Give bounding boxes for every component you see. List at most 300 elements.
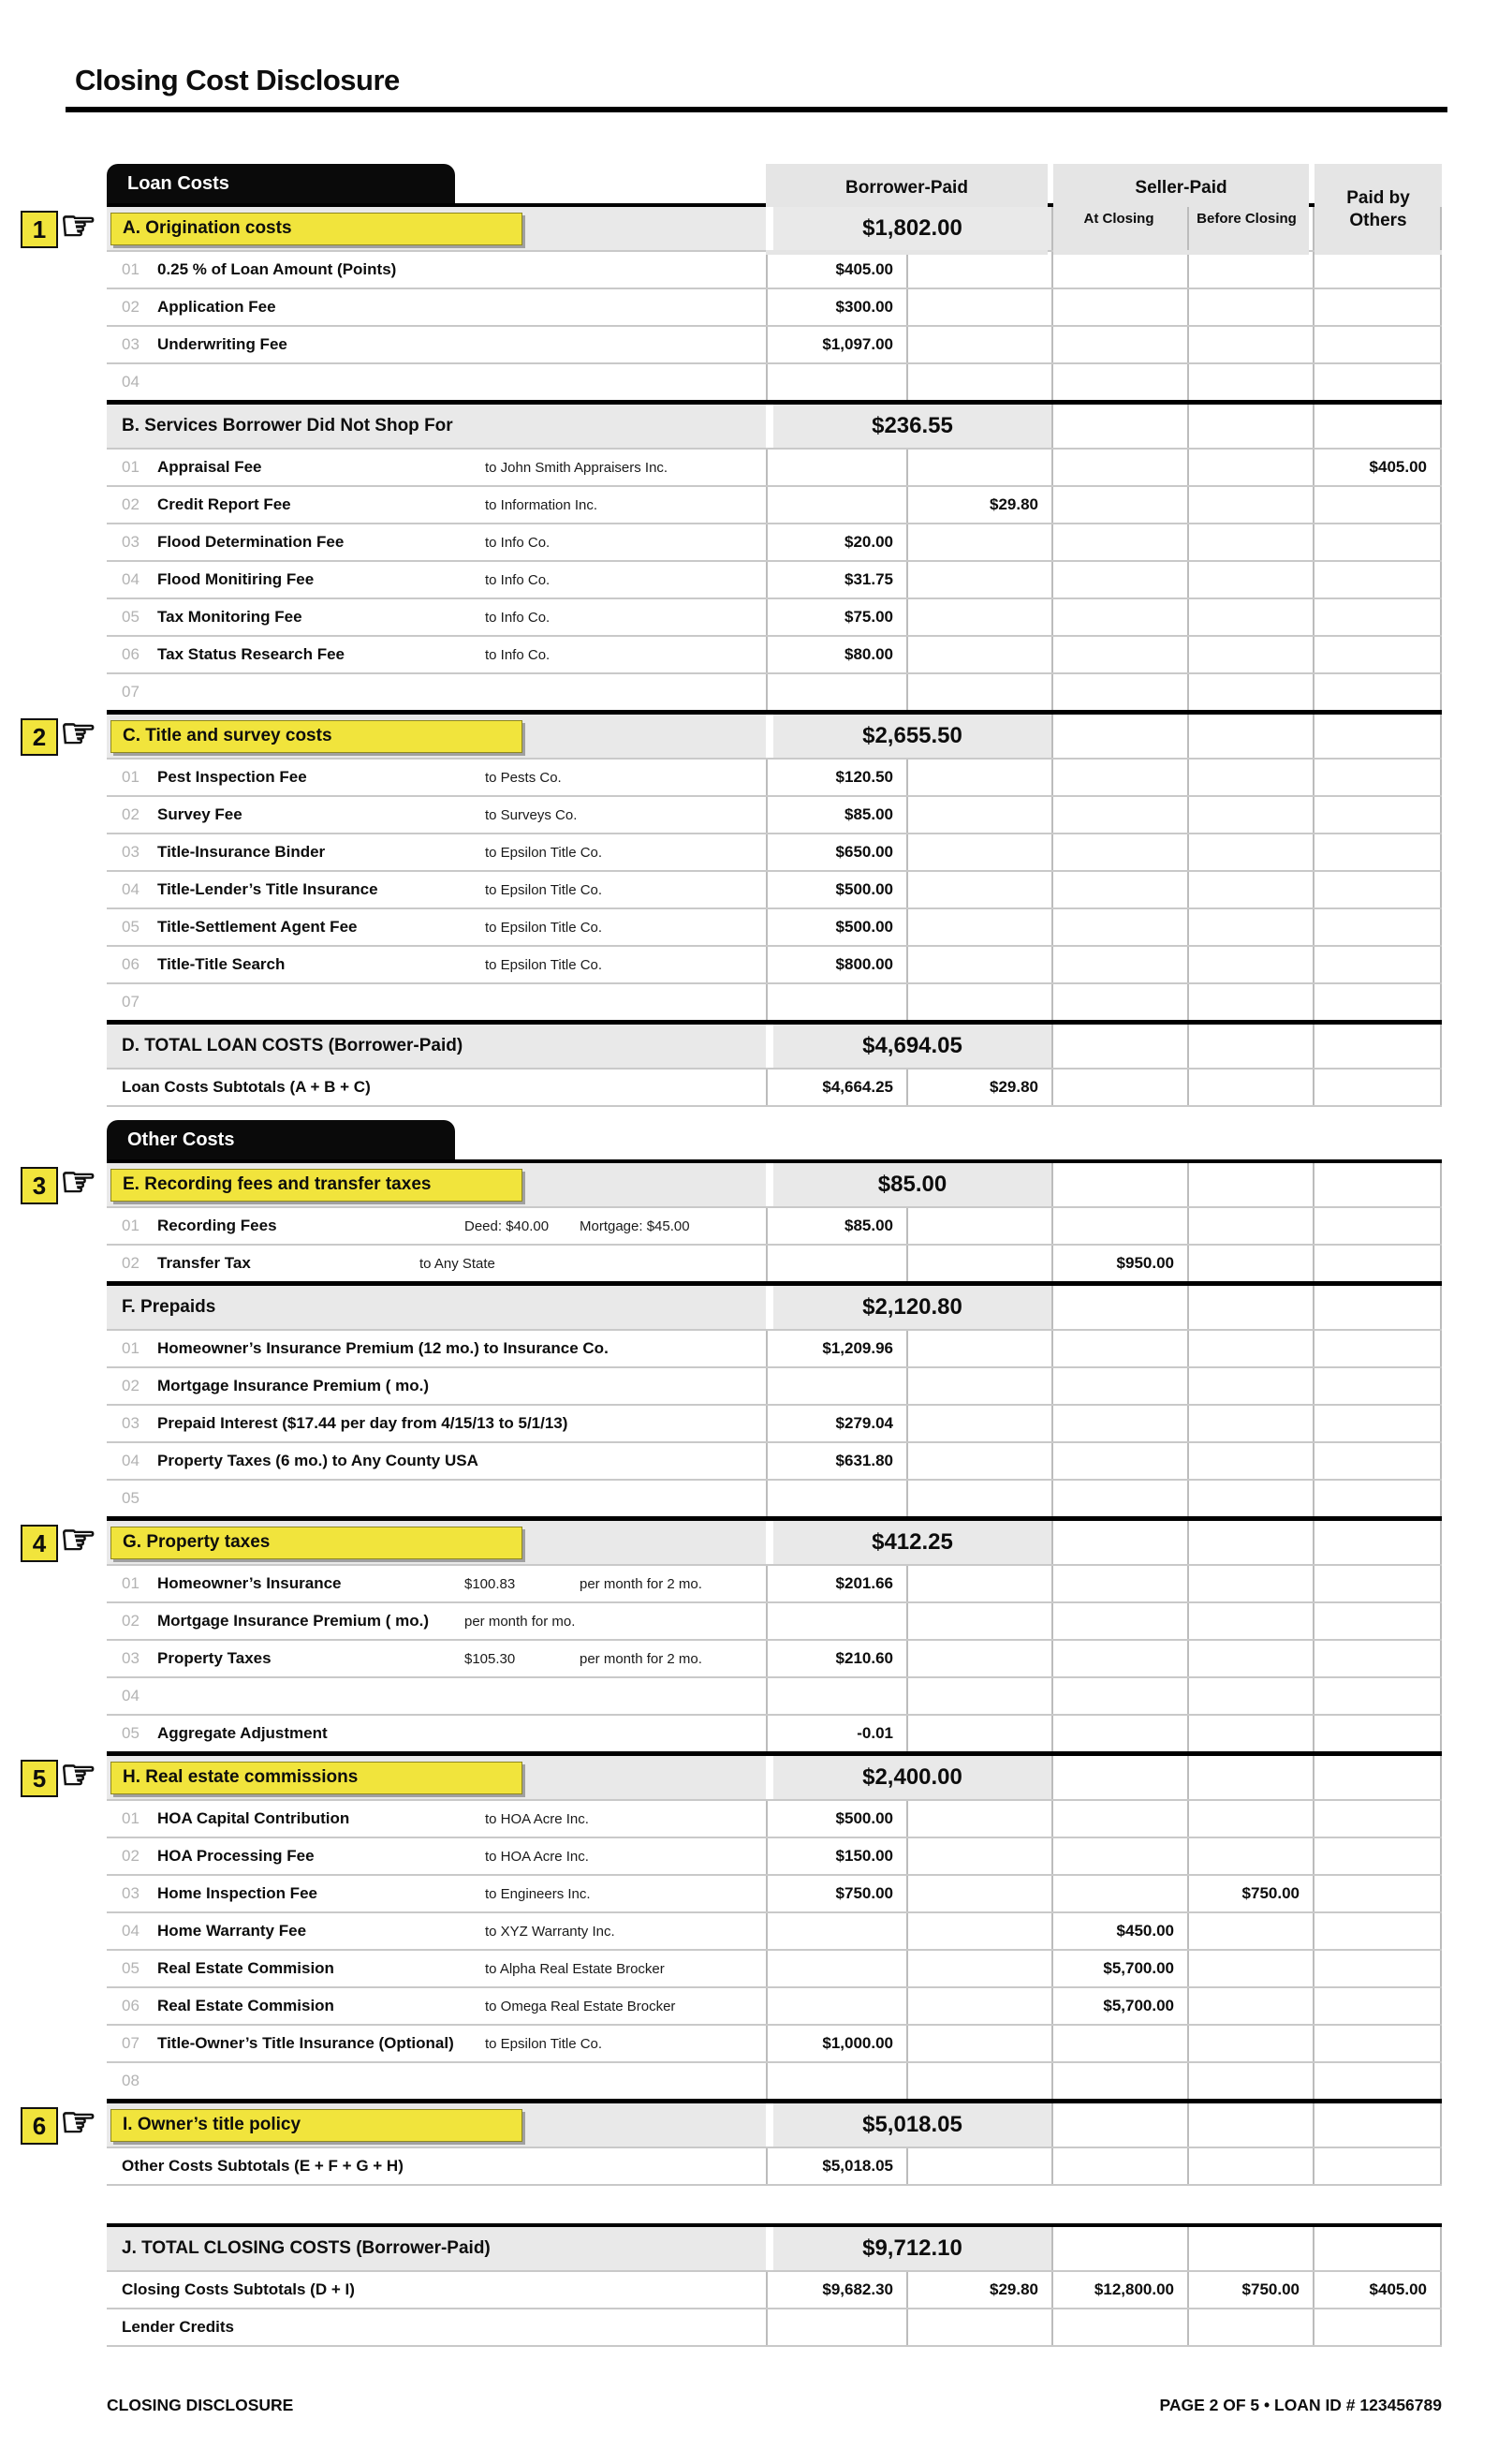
section-label-cell	[107, 1286, 766, 1329]
borrower-at-closing-amount	[766, 1603, 906, 1639]
pointing-hand-icon: ☞	[60, 1517, 97, 1563]
pointing-hand-icon: ☞	[60, 2100, 97, 2146]
seller-at-closing-cell	[1051, 1756, 1187, 1799]
highlight-box	[110, 213, 522, 245]
fee-row-B-05	[107, 598, 1442, 635]
fee-label-cell	[107, 562, 766, 598]
fee-row-B-02	[107, 485, 1442, 523]
fee-row-B-01	[107, 448, 1442, 485]
cost-table	[32, 203, 1442, 1107]
seller-at-closing-amount: $12,800.00	[1051, 2272, 1187, 2308]
fee-label-cell	[107, 797, 766, 833]
seller-at-closing-cell	[1051, 1025, 1187, 1068]
seller-before-closing-amount: $750.00	[1187, 2272, 1313, 2308]
line-number: 08	[122, 2072, 140, 2089]
fee-row-F-02	[107, 1366, 1442, 1404]
borrower-at-closing-amount	[766, 1913, 906, 1949]
fee-name: Title-Insurance Binder	[157, 843, 326, 861]
seller-before-closing-amount	[1187, 2063, 1313, 2099]
seller-at-closing-amount	[1051, 1678, 1187, 1714]
section-label-cell	[107, 2103, 766, 2147]
section-title: B. Services Borrower Did Not Shop For	[122, 416, 453, 435]
borrower-before-closing-amount	[906, 984, 1051, 1020]
fee-name: Title-Settlement Agent Fee	[157, 918, 358, 936]
fee-label-cell	[107, 1838, 766, 1874]
paid-by-others-amount	[1313, 562, 1442, 598]
seller-before-closing-amount	[1187, 984, 1313, 1020]
fee-provider: to Surveys Co.	[485, 806, 578, 823]
fee-name: Home Warranty Fee	[157, 1922, 307, 1940]
fee-row-C-01	[107, 758, 1442, 795]
seller-at-closing-amount	[1051, 797, 1187, 833]
seller-at-closing-cell	[1051, 207, 1187, 250]
seller-at-closing-amount: $5,700.00	[1051, 1988, 1187, 2024]
fee-label-cell	[107, 1566, 766, 1601]
paid-by-others-amount	[1313, 524, 1442, 560]
seller-at-closing-amount	[1051, 1481, 1187, 1516]
seller-at-closing-amount	[1051, 1566, 1187, 1601]
seller-at-closing-amount	[1051, 1443, 1187, 1479]
highlight-box	[110, 720, 522, 753]
borrower-paid-label: Borrower-Paid	[845, 178, 968, 198]
borrower-before-closing-amount: $29.80	[906, 487, 1051, 523]
borrower-at-closing-amount: $201.66	[766, 1566, 906, 1601]
fee-row-F-05	[107, 1479, 1442, 1516]
borrower-before-closing-amount	[906, 872, 1051, 907]
borrower-at-closing-amount: $5,018.05	[766, 2148, 906, 2184]
borrower-at-closing-amount	[766, 2063, 906, 2099]
fee-label-cell	[107, 1331, 766, 1366]
fee-row-B-04	[107, 560, 1442, 598]
section-label-cell	[107, 1521, 766, 1564]
borrower-before-closing-amount	[906, 1368, 1051, 1404]
line-number: 07	[122, 993, 140, 1011]
subtotal-row	[107, 2308, 1442, 2345]
highlight-box	[110, 2109, 522, 2142]
borrower-before-closing-amount	[906, 1566, 1051, 1601]
section-title: D. TOTAL LOAN COSTS (Borrower-Paid)	[122, 1036, 463, 1055]
borrower-before-closing-amount	[906, 1208, 1051, 1244]
paid-by-others-amount	[1313, 1988, 1442, 2024]
subtotal-label-cell	[107, 2148, 766, 2184]
fee-provider: to Alpha Real Estate Brocker	[485, 1960, 665, 1977]
seller-before-closing-amount	[1187, 674, 1313, 710]
seller-before-closing-amount	[1187, 1603, 1313, 1639]
line-number: 01	[122, 458, 140, 476]
step-marker: 4	[21, 1525, 58, 1562]
page-title: Closing Cost Disclosure	[75, 64, 400, 96]
borrower-at-closing-amount: $75.00	[766, 599, 906, 635]
fee-row-F-01	[107, 1329, 1442, 1366]
fee-label-cell	[107, 450, 766, 485]
borrower-at-closing-amount	[766, 487, 906, 523]
borrower-before-closing-amount	[906, 637, 1051, 672]
seller-before-closing-amount	[1187, 797, 1313, 833]
borrower-at-closing-amount: $85.00	[766, 1208, 906, 1244]
paid-by-others-amount	[1313, 1208, 1442, 1244]
seller-before-closing-amount	[1187, 909, 1313, 945]
section-header-row-H	[32, 1751, 1442, 1799]
line-number: 01	[122, 1217, 140, 1234]
seller-before-closing-amount	[1187, 1716, 1313, 1751]
borrower-at-closing-amount	[766, 2309, 906, 2345]
fee-note-1: Deed: $40.00	[464, 1217, 550, 1234]
section-title: A. Origination costs	[123, 218, 292, 238]
fee-name: Tax Status Research Fee	[157, 645, 345, 663]
seller-before-closing-amount	[1187, 252, 1313, 288]
seller-before-closing-cell	[1187, 405, 1313, 448]
line-number: 01	[122, 1339, 140, 1357]
fee-row-G-01	[107, 1564, 1442, 1601]
line-number: 02	[122, 298, 140, 316]
borrower-before-closing-amount	[906, 562, 1051, 598]
seller-before-closing-amount	[1187, 1566, 1313, 1601]
fee-provider: to Information Inc.	[485, 496, 598, 513]
fee-name: Mortgage Insurance Premium ( mo.)	[157, 1377, 429, 1394]
step-marker: 3	[21, 1167, 58, 1204]
subtotal-row	[107, 1068, 1442, 1105]
fee-label-cell	[107, 1801, 766, 1837]
seller-before-closing-amount	[1187, 834, 1313, 870]
step-marker: 5	[21, 1760, 58, 1797]
paid-by-others-amount	[1313, 1443, 1442, 1479]
seller-at-closing-amount: $450.00	[1051, 1913, 1187, 1949]
seller-before-closing-amount	[1187, 1641, 1313, 1676]
seller-at-closing-amount	[1051, 364, 1187, 400]
paid-by-others-cell	[1313, 715, 1442, 758]
borrower-before-closing-amount	[906, 599, 1051, 635]
line-number: 05	[122, 1489, 140, 1507]
paid-by-others-amount	[1313, 834, 1442, 870]
paid-by-others-cell	[1313, 1756, 1442, 1799]
tab-other-costs: Other Costs	[107, 1120, 455, 1159]
section-total: $2,655.50	[766, 715, 1051, 758]
fee-provider: to Info Co.	[485, 609, 551, 626]
paid-by-others-amount	[1313, 2309, 1442, 2345]
fee-provider: to Engineers Inc.	[485, 1885, 591, 1902]
section-title: I. Owner’s title policy	[123, 2115, 301, 2134]
fee-name: Flood Monitiring Fee	[157, 570, 315, 588]
seller-before-closing-cell	[1187, 715, 1313, 758]
step-marker: 6	[21, 2107, 58, 2145]
fee-row-H-05	[107, 1949, 1442, 1986]
fee-provider: to Info Co.	[485, 646, 551, 663]
seller-before-closing-amount	[1187, 562, 1313, 598]
fee-row-B-06	[107, 635, 1442, 672]
section-label-cell	[107, 715, 766, 758]
seller-at-closing-amount	[1051, 947, 1187, 982]
line-number: 02	[122, 1612, 140, 1630]
pointing-hand-icon: ☞	[60, 711, 97, 757]
fee-row-G-04	[107, 1676, 1442, 1714]
fee-label-cell	[107, 487, 766, 523]
fee-row-H-03	[107, 1874, 1442, 1911]
subtotal-label: Closing Costs Subtotals (D + I)	[122, 2280, 355, 2298]
borrower-before-closing-amount	[906, 1988, 1051, 2024]
fee-note-2: per month for mo.	[464, 1613, 576, 1630]
seller-at-closing-amount	[1051, 2148, 1187, 2184]
section-title: C. Title and survey costs	[123, 726, 332, 745]
seller-at-closing-cell	[1051, 1521, 1187, 1564]
seller-at-closing-amount	[1051, 834, 1187, 870]
borrower-at-closing-amount: $800.00	[766, 947, 906, 982]
fee-row-C-03	[107, 833, 1442, 870]
line-number: 06	[122, 955, 140, 973]
paid-by-others-amount: $405.00	[1313, 450, 1442, 485]
paid-by-others-cell	[1313, 405, 1442, 448]
fee-label-cell	[107, 1988, 766, 2024]
fee-label-cell	[107, 909, 766, 945]
seller-before-closing-cell	[1187, 2227, 1313, 2270]
cost-table	[32, 1159, 1442, 2186]
seller-at-closing-label: At Closing	[1083, 211, 1154, 227]
borrower-at-closing-amount: $279.04	[766, 1406, 906, 1441]
fee-row-B-03	[107, 523, 1442, 560]
borrower-before-closing-amount	[906, 1603, 1051, 1639]
section-total: $2,120.80	[766, 1286, 1051, 1329]
fee-name: HOA Processing Fee	[157, 1847, 315, 1865]
paid-by-others-amount	[1313, 760, 1442, 795]
fee-note-2: per month for 2 mo.	[580, 1575, 702, 1592]
fee-row-E-02	[107, 1244, 1442, 1281]
seller-before-closing-amount	[1187, 947, 1313, 982]
seller-before-closing-amount	[1187, 1070, 1313, 1105]
cost-table	[107, 2223, 1442, 2347]
borrower-at-closing-amount: $631.80	[766, 1443, 906, 1479]
seller-at-closing-amount	[1051, 289, 1187, 325]
line-number: 04	[122, 1687, 140, 1704]
seller-before-closing-amount	[1187, 1838, 1313, 1874]
section-title: H. Real estate commissions	[123, 1767, 359, 1787]
line-number: 01	[122, 260, 140, 278]
borrower-before-closing-amount	[906, 1246, 1051, 1281]
step-marker: 1	[21, 211, 58, 248]
fee-row-A-03	[107, 325, 1442, 362]
borrower-at-closing-amount: $1,097.00	[766, 327, 906, 362]
seller-at-closing-amount	[1051, 872, 1187, 907]
footer-page-and-loan-id: PAGE 2 OF 5 • LOAN ID # 123456789	[1159, 2396, 1442, 2414]
section-label-cell	[107, 2227, 766, 2270]
borrower-at-closing-amount	[766, 1678, 906, 1714]
borrower-before-closing-amount	[906, 327, 1051, 362]
fee-row-G-02	[107, 1601, 1442, 1639]
seller-before-closing-amount	[1187, 524, 1313, 560]
fee-label-cell	[107, 364, 766, 400]
seller-before-closing-amount	[1187, 1406, 1313, 1441]
borrower-before-closing-amount	[906, 2148, 1051, 2184]
borrower-before-closing-amount	[906, 1481, 1051, 1516]
highlight-box	[110, 1527, 522, 1559]
paid-by-others-amount	[1313, 1951, 1442, 1986]
seller-at-closing-cell	[1051, 1163, 1187, 1206]
paid-by-others-amount	[1313, 1716, 1442, 1751]
fee-label-cell	[107, 1876, 766, 1911]
line-number: 05	[122, 918, 140, 936]
line-number: 01	[122, 1809, 140, 1827]
seller-before-closing-amount	[1187, 327, 1313, 362]
fee-row-H-01	[107, 1799, 1442, 1837]
borrower-at-closing-amount: $210.60	[766, 1641, 906, 1676]
seller-before-closing-amount	[1187, 2148, 1313, 2184]
seller-before-closing-cell	[1187, 1163, 1313, 1206]
section-label-cell	[107, 207, 766, 250]
paid-by-others-amount	[1313, 797, 1442, 833]
line-number: 04	[122, 1452, 140, 1469]
paid-by-others-cell	[1313, 1521, 1442, 1564]
seller-at-closing-cell	[1051, 2103, 1187, 2147]
borrower-before-closing-amount	[906, 1951, 1051, 1986]
seller-paid-label: Seller-Paid	[1135, 178, 1227, 198]
paid-by-others-label: Paid by Others	[1346, 187, 1410, 230]
fee-label-cell	[107, 760, 766, 795]
line-number: 04	[122, 373, 140, 391]
section-header-row-I	[32, 2099, 1442, 2147]
fee-provider: to Epsilon Title Co.	[485, 919, 603, 936]
seller-before-closing-amount: $750.00	[1187, 1876, 1313, 1911]
paid-by-others-amount	[1313, 984, 1442, 1020]
paid-by-others-cell	[1313, 2103, 1442, 2147]
paid-by-others-amount	[1313, 674, 1442, 710]
fee-label-cell	[107, 1208, 766, 1244]
fee-row-A-01	[107, 250, 1442, 288]
line-number: 05	[122, 1959, 140, 1977]
subtotal-label: Other Costs Subtotals (E + F + G + H)	[122, 2157, 404, 2175]
paid-by-others-amount	[1313, 1603, 1442, 1639]
seller-at-closing-amount	[1051, 562, 1187, 598]
fee-name: Transfer Tax	[157, 1254, 251, 1272]
fee-label-cell	[107, 1603, 766, 1639]
paid-by-others-amount	[1313, 1876, 1442, 1911]
borrower-at-closing-amount: $9,682.30	[766, 2272, 906, 2308]
seller-at-closing-amount	[1051, 524, 1187, 560]
seller-before-closing-amount	[1187, 289, 1313, 325]
fee-name: Home Inspection Fee	[157, 1884, 317, 1902]
seller-at-closing-cell	[1051, 405, 1187, 448]
borrower-at-closing-amount: $31.75	[766, 562, 906, 598]
paid-by-others-cell	[1313, 2227, 1442, 2270]
seller-at-closing-amount	[1051, 2309, 1187, 2345]
section-header-row-C	[32, 710, 1442, 758]
seller-at-closing-amount	[1051, 487, 1187, 523]
footer-document-label: CLOSING DISCLOSURE	[107, 2396, 294, 2414]
subtotal-label: Loan Costs Subtotals (A + B + C)	[122, 1078, 371, 1096]
fee-provider: to Info Co.	[485, 571, 551, 588]
seller-before-closing-amount	[1187, 1443, 1313, 1479]
borrower-before-closing-amount	[906, 2309, 1051, 2345]
seller-at-closing-amount	[1051, 2026, 1187, 2061]
fee-label-cell	[107, 327, 766, 362]
section-title: E. Recording fees and transfer taxes	[123, 1174, 432, 1194]
fee-label-cell	[107, 289, 766, 325]
paid-by-others-cell	[1313, 207, 1442, 250]
section-label-cell	[107, 1163, 766, 1206]
seller-at-closing-amount: $950.00	[1051, 1246, 1187, 1281]
fee-row-A-04	[107, 362, 1442, 400]
line-number: 03	[122, 533, 140, 551]
fee-row-A-02	[107, 288, 1442, 325]
paid-by-others-amount	[1313, 289, 1442, 325]
seller-before-closing-amount	[1187, 1951, 1313, 1986]
line-number: 03	[122, 1884, 140, 1902]
borrower-before-closing-amount	[906, 1801, 1051, 1837]
pointing-hand-icon: ☞	[60, 203, 97, 249]
borrower-at-closing-amount: $1,000.00	[766, 2026, 906, 2061]
section-total: $2,400.00	[766, 1756, 1051, 1799]
borrower-at-closing-amount	[766, 364, 906, 400]
paid-by-others-amount	[1313, 364, 1442, 400]
seller-before-closing-amount	[1187, 450, 1313, 485]
paid-by-others-amount: $405.00	[1313, 2272, 1442, 2308]
cost-groups	[32, 164, 1442, 2347]
borrower-before-closing-amount	[906, 364, 1051, 400]
fee-name: Flood Determination Fee	[157, 533, 345, 551]
paid-by-others-amount	[1313, 1801, 1442, 1837]
borrower-at-closing-amount: $85.00	[766, 797, 906, 833]
fee-provider: to John Smith Appraisers Inc.	[485, 459, 668, 476]
highlight-box	[110, 1169, 522, 1202]
line-number: 06	[122, 645, 140, 663]
seller-at-closing-amount	[1051, 674, 1187, 710]
borrower-before-closing-amount	[906, 1406, 1051, 1441]
fee-label-cell	[107, 1913, 766, 1949]
seller-before-closing-cell	[1187, 1756, 1313, 1799]
borrower-before-closing-amount	[906, 1443, 1051, 1479]
seller-at-closing-amount	[1051, 327, 1187, 362]
paid-by-others-amount	[1313, 2148, 1442, 2184]
fee-name: Recording Fees	[157, 1217, 277, 1234]
fee-provider: to Info Co.	[485, 534, 551, 551]
seller-before-closing-amount	[1187, 364, 1313, 400]
line-number: 06	[122, 1997, 140, 2014]
borrower-at-closing-amount: $405.00	[766, 252, 906, 288]
fee-name: Underwriting Fee	[157, 335, 287, 353]
fee-row-H-02	[107, 1837, 1442, 1874]
fee-name: Application Fee	[157, 298, 276, 316]
borrower-before-closing-amount	[906, 1838, 1051, 1874]
seller-before-closing-amount	[1187, 599, 1313, 635]
seller-at-closing-amount	[1051, 1838, 1187, 1874]
subtotal-label: Lender Credits	[122, 2318, 234, 2336]
fee-name: Real Estate Commision	[157, 1959, 334, 1977]
seller-at-closing-amount	[1051, 2063, 1187, 2099]
seller-at-closing-cell	[1051, 2227, 1187, 2270]
line-number: 07	[122, 2034, 140, 2052]
page-footer	[107, 2396, 1442, 2415]
fee-name: Mortgage Insurance Premium ( mo.)	[157, 1612, 429, 1630]
line-number: 05	[122, 608, 140, 626]
fee-label-cell	[107, 1716, 766, 1751]
seller-before-closing-amount	[1187, 1208, 1313, 1244]
fee-note-1: $105.30	[464, 1650, 516, 1667]
paid-by-others-amount	[1313, 1566, 1442, 1601]
fee-label-cell	[107, 1951, 766, 1986]
fee-name: Survey Fee	[157, 805, 242, 823]
seller-before-closing-amount	[1187, 1331, 1313, 1366]
seller-at-closing-amount	[1051, 909, 1187, 945]
seller-at-closing-amount	[1051, 1331, 1187, 1366]
subtotal-label-cell	[107, 1070, 766, 1105]
fee-provider: to Any State	[419, 1255, 495, 1272]
fee-row-G-05	[107, 1714, 1442, 1751]
paid-by-others-amount	[1313, 1368, 1442, 1404]
borrower-at-closing-amount: $1,209.96	[766, 1331, 906, 1366]
paid-by-others-cell	[1313, 1025, 1442, 1068]
borrower-at-closing-amount: $120.50	[766, 760, 906, 795]
borrower-before-closing-amount	[906, 1876, 1051, 1911]
seller-before-closing-cell	[1187, 1521, 1313, 1564]
borrower-at-closing-amount: -0.01	[766, 1716, 906, 1751]
line-number: 01	[122, 768, 140, 786]
